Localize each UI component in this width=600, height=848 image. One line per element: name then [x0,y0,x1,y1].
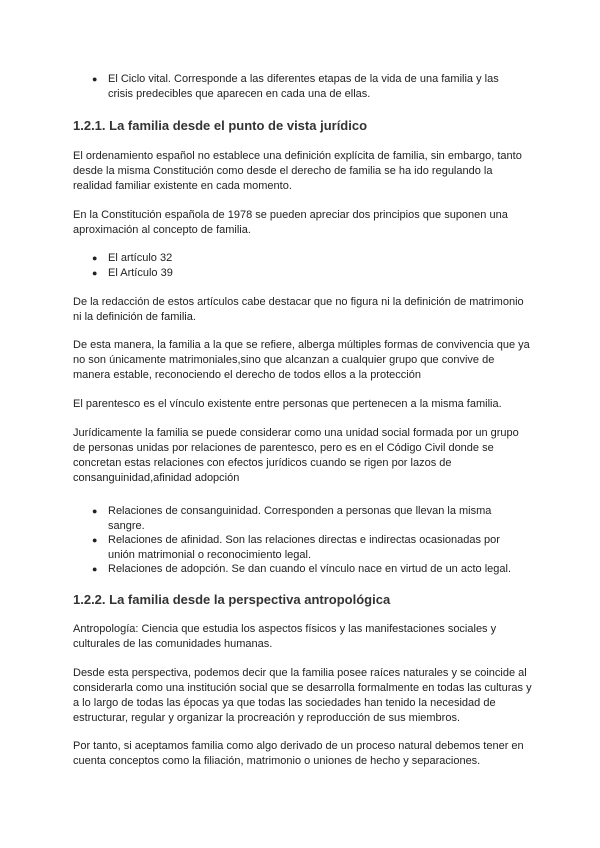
bullet-icon: ● [92,74,98,84]
bullet-icon: ● [92,253,98,263]
paragraph-ordenamiento: El ordenamiento español no establece una definición explícita de familia, sin embargo, tanto desde la misma Constitución como desde el derecho de familia se ha ido regulando la realidad familiar existente en cada momento. [73,150,522,192]
bullet-icon: ● [92,506,98,516]
bullet-icon: ● [92,535,98,545]
paragraph-perspectiva: Desde esta perspectiva, podemos decir que la familia posee raíces naturales y se coincide al considerarla como una institución social que se desarrolla formalmente en todas las culturas y a lo largo de todas las épocas ya que todas las sociedades han tenido la necesidad de estructurar, regular y organizar la procreación y reproducción de sus miembros. [73,667,532,724]
section-title-antropologica: 1.2.2. La familia desde la perspectiva antropológica [73,592,391,607]
list-item-text: El artículo 32 [108,252,173,264]
list-item-text: El Artículo 39 [108,267,173,279]
section-title-juridico: 1.2.1. La familia desde el punto de vista jurídico [73,118,368,133]
list-item-text: Relaciones de afinidad. Son las relaciones directas e indirectas ocasionadas por unión matrimonial o reconocimiento legal. [108,534,500,561]
bullet-icon: ● [92,268,98,278]
paragraph-parentesco: El parentesco es el vínculo existente entre personas que pertenecen a la misma familia. [73,398,502,410]
list-item-text: Relaciones de consanguinidad. Corresponden a personas que llevan la misma sangre. [108,505,492,532]
paragraph-redaccion: De la redacción de estos artículos cabe destacar que no figura ni la definición de matrimonio ni la definición de familia. [73,296,524,323]
bullet-icon: ● [92,564,98,574]
list-item-text: Relaciones de adopción. Se dan cuando el vínculo nace en virtud de un acto legal. [108,563,512,575]
paragraph-antropologia: Antropología: Ciencia que estudia los aspectos físicos y las manifestaciones sociales y culturales de las comunidades humanas. [73,623,497,650]
paragraph-convivencia: De esta manera, la familia a la que se refiere, alberga múltiples formas de convivencia que ya no son únicamente matrimoniales,sino que alcanzan a cualquier grupo que convive de manera estable, reconociendo el derecho de todos ellos a la protección [73,339,530,381]
list-item-text: El Ciclo vital. Corresponde a las diferentes etapas de la vida de una familia y las crisis predecibles que aparecen en cada una de ellas. [108,73,499,100]
paragraph-por-tanto: Por tanto, si aceptamos familia como algo derivado de un proceso natural debemos tener en cuenta conceptos como la filiación, matrimonio o uniones de hecho y separaciones. [73,740,524,767]
paragraph-constitucion: En la Constitución española de 1978 se pueden apreciar dos principios que suponen una aproximación al concepto de familia. [73,209,508,236]
paragraph-juridicamente: Jurídicamente la familia se puede considerar como una unidad social formada por un grupo de personas unidas por relaciones de parentesco, pero es en el Código Civil donde se concretan estas relaciones con efectos jurídicos cuando se rigen por lazos de consanguinidad,afinidad adopción [73,427,519,484]
